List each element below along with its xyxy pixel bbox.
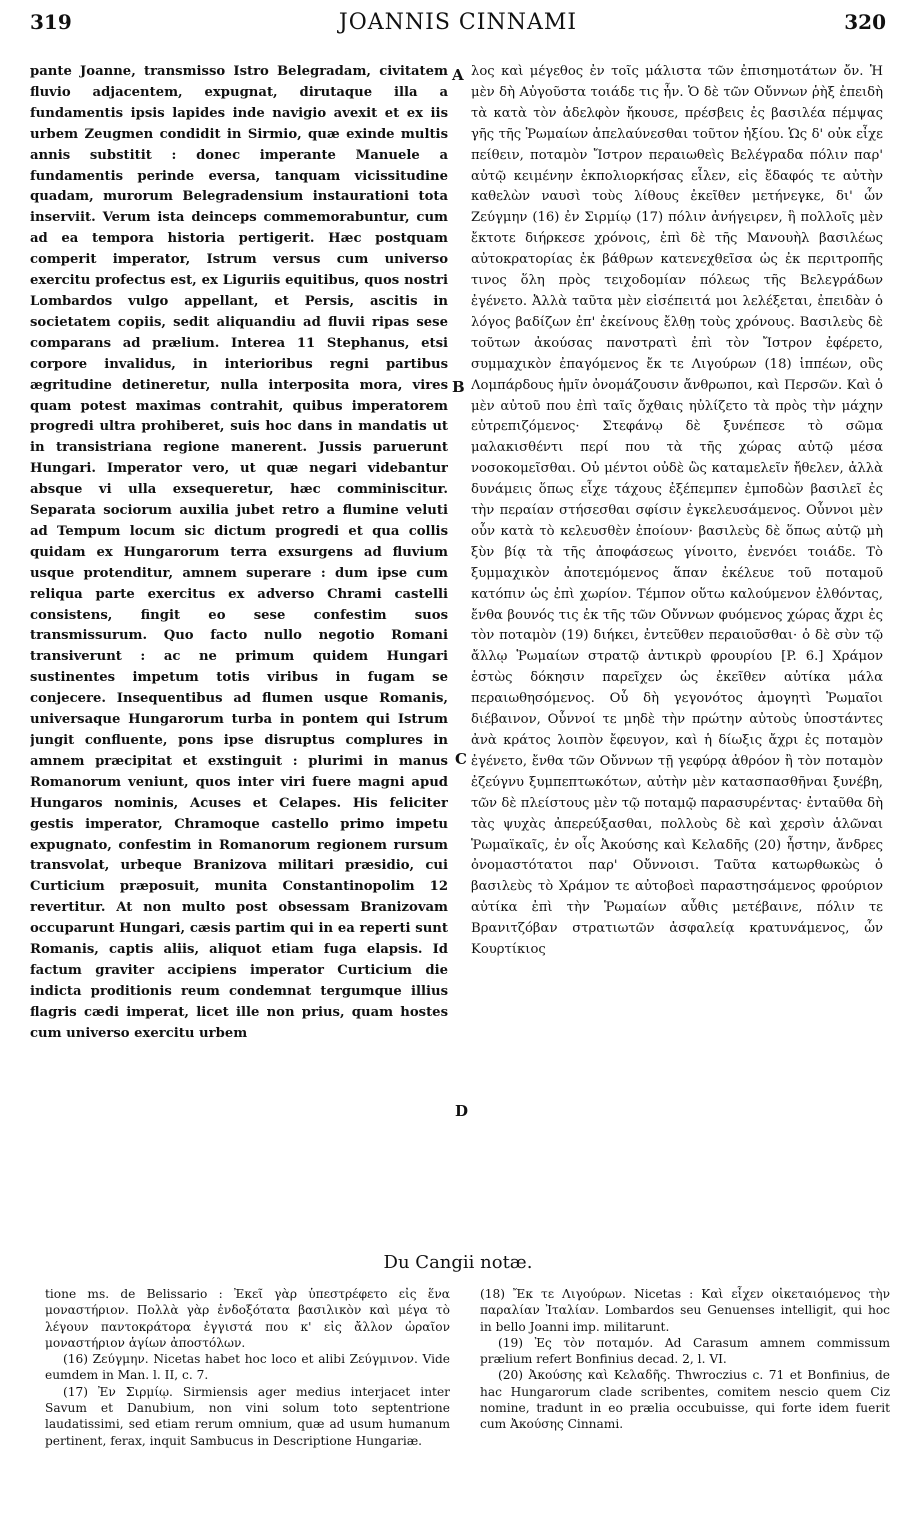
margin-marker-a: A [452, 66, 464, 84]
notes-title: Du Cangii notæ. [383, 1252, 533, 1273]
note-17: (17) Ἐν Σιρμίῳ. Sirmiensis ager medius interjacet inter Savum et Danubium, non vini solum toto septentrione laudatissimi, sed etiam rerum omnium, quæ ad usum humanum pertinent, ferax, inquit Sambucus in Descriptione Hungariæ. [45, 1384, 450, 1448]
note-16: (16) Ζεύγμην. Nicetas habet hoc loco et alibi Ζεύγμινον. Vide eumdem in Man. l. II, c. 7. [45, 1352, 450, 1383]
running-title: JOANNIS CINNAMI [338, 10, 578, 35]
margin-marker-d: D [455, 1102, 469, 1120]
margin-marker-c: C [455, 750, 467, 768]
greek-text: λος καὶ μέγεθος ἐν τοῖς μάλιστα τῶν ἐπισημοτάτων ὄν. Ἡ μὲν δὴ Αὐγοῦστα τοιάδε τις ἦν. Ὁ δὲ τῶν Οὔννων ῥὴξ ἐπειδὴ τὰ κατὰ τὸν ἀδελφὸν ἤκουσε, πρέσβεις ἐς βασιλέα πέμψας γῆς τῆς Ῥωμαίων ἀπελαύνεσθαι τοῦτον ἠξίου. Ὡς δ' οὐκ εἶχε πείθειν, ποταμὸν Ἴστρον περαιωθεὶς Βελέγραδα πόλιν παρ' αὐτῷ κειμένην ἐκπολιορκήσας εἷλεν, εἰς ἔδαφός τε αὐτὴν καθελὼν ναυσὶ τοὺς λίθους ἐκεῖθεν μετήνεγκε, δι' ὧν Ζεύγμην (16) ἐν Σιρμίῳ (17) πόλιν ἀνήγειρεν, ἣ πολλοῖς μὲν ἔκτοτε διήρκεσε χρόνοις, ἐπὶ δὲ τῆς Μανουὴλ βασιλέως αὐτοκρατορίας ἐκ βάθρων κατενεχθεῖσα ὡς ἐκ περιτροπῆς τινος ὅλη πρὸς τειχοδομίαν πόλεως τῆς Βελεγράδων ἐγένετο. Ἀλλὰ ταῦτα μὲν εἰσέπειτά μοι λελέξεται, ἐπειδὰν ὁ λόγος βαδίζων ἐπ' ἐκείνους ἔλθῃ τοὺς χρόνους. Βασιλεὺς δὲ τοῦτων ἀκούσας πανστρατὶ ἐπὶ τὸν Ἴστρον ἐφέρετο, συμμαχικὸν ἐπαγόμενος ἔκ τε Λιγούρων (18) ἱππέων, οὓς Λομπάρδους ἡμῖν ὀνομάζουσιν ἄνθρωποι, καὶ Περσῶν. Καὶ ὁ μὲν αὐτοῦ που ἐπὶ ταῖς ὄχθαις ηὐλίζετο τὰ πρὸς τὴν μάχην εὐτρεπιζόμενος· Στεφάνῳ δὲ ξυνέπεσε τὸ σῶμα μαλακισθέντι περί που τὰ τῆς χώρας αὐτῷ μέσα νοσοκομεῖσθαι. Οὐ μέντοι οὐδὲ ὣς καταμελεῖν ἤθελεν, ἀλλὰ δυνάμεις ὅπως εἶχε τάχους ἐξέπεμπεν ἐμποδὼν βασιλεῖ ἐς τὴν περαίαν στήσεσθαι σφίσιν ἐγκελευσάμενος. Οὖννοι μὲν οὖν κατὰ τὸ κελευσθὲν ἐποίουν· βασιλεὺς δὲ ὅπως αὐτῷ μὴ ξὺν βίᾳ τὰ τῆς ἀποφάσεως γίνοιτο, ἐνενόει τοιάδε. Τὸ ξυμμαχικὸν ἀποτεμόμενος ἅπαν ἐκέλευε τοῦ ποταμοῦ κατόπιν ὡς ἐπὶ χωρίον. Τέμπον οὕτω καλούμενον ἐλθόντας, ἔνθα βουνός τις ἐκ τῆς τῶν Οὔννων φυόμενος χώρας ἄχρι ἐς τὸν ποταμὸν (19) διήκει, ἐντεῦθεν περαιοῦσθαι· ὁ δὲ σὺν τῷ ἄλλῳ Ῥωμαίων στρατῷ ἀντικρὺ φρουρίου [P. 6.] Χράμον ἑστὼς δόκησιν παρεῖχεν ὡς ἐκεῖθεν αὐτίκα μάλα περαιωθησόμενος. Οὗ δὴ γεγονότος ἀμογητὶ Ῥωμαῖοι διέβαινον, Οὖννοί τε μηδὲ τὴν πρώτην αὐτοὺς ὑποστάντες ἀνὰ κράτος λοιπὸν ἔφευγον, καὶ ἡ δίωξις ἄχρι ἐς ποταμὸν ἐγένετο, ἔνθα τῶν Οὔννων τῇ γεφύρᾳ ἀθρόον ἢ τὸν ποταμὸν ἐζεύγνυ ξυμπεπτωκότων, αὐτὴν μὲν κατασπασθῆναι ξυνέβη, τῶν δὲ πλείστους μὲν τῷ ποταμῷ παρασυρέντας· ἐνταῦθα δὴ τὰς ψυχὰς ἀπερεύξασθαι, πολλοὺς δὲ καὶ χερσὶν ἁλῶναι Ῥωμαϊκαῖς, ἐν οἷς Ἀκούσης καὶ Κελαδῆς (20) ἦστην, ἄνδρες ὀνομαστότατοι παρ' Οὔννοισι. Ταῦτα κατωρθωκὼς ὁ βασιλεὺς τὸ Χράμον τε αὐτοβοεὶ παραστησάμενος φρούριον αὐτίκα ἐπὶ τὴν Ῥωμαίων αὖθις μετέβαινε, πόλιν τε Βρανιτζόβαν στρατιωτῶν ἀσφαλείᾳ κρατυνάμενος, ὧν Κουρτίκιος [471, 64, 883, 958]
page-number-left: 319 [30, 10, 72, 34]
note-19: (19) Ἐς τὸν ποταμόν. Ad Carasum amnem commissum prælium refert Bonfinius decad. 2, l. VI. [480, 1335, 890, 1367]
notes-left-column [45, 1286, 450, 1532]
margin-marker-b: B [452, 378, 465, 396]
page-header [30, 10, 886, 48]
latin-column [30, 62, 448, 1252]
note-18: (18) Ἔκ τε Λιγούρων. Nicetas : Καὶ εἶχεν οἰκεταιόμενος τὴν παραλίαν Ἰταλίαν. Lombardos seu Genuenses intelligit, qui hoc in bello Joanni imp. militarunt. [480, 1287, 890, 1334]
latin-text: pante Joanne, transmisso Istro Belegradam, civitatem fluvio adjacentem, expugnat, dirutaque illa a fundamentis ipsis lapides inde navigio avexit et ex iis urbem Zeugmen condidit in Sirmio, quæ exinde multis annis substitit : donec imperante Manuele a fundamentis perinde eversa, tanquam vicissitudine quadam, murorum Belegradensium instaurationi tota inserviit. Verum ista deinceps commemorabuntur, cum ad ea tempora historia pertigerit. Hæc postquam comperit imperator, Istrum versus cum universo exercitu profectus est, ex Liguriis equitibus, quos nostri Lombardos vulgo appellant, et Persis, ascitis in societatem copiis, sedit aliquandiu ad fluvii ripas sese comparans ad prælium. Interea 11 Stephanus, etsi corpore invalidus, in interioribus regni partibus ægritudine detineretur, nulla interposita mora, vires quam potest maximas contrahit, quibus imperatorem progredi ultra prohiberet, suis hoc dans in mandatis ut in transistriana regione manerent. Jussis paruerunt Hungari. Imperator vero, ut quæ negari videbantur absque vi ulla exsequeretur, hæc comminiscitur. Separata sociorum auxilia jubet retro a flumine veluti ad Tempum locum sic dictum progredi et qua collis quidam ex Hungarorum terra exsurgens ad fluvium usque protenditur, amnem superare : dum ipse cum reliqua parte exercitus ex adverso Chrami castelli consistens, fingit eo sese confestim suos transmissurum. Quo facto nullo negotio Romani transiverunt : ac ne primum quidem Hungari sustinentes impetum totis viribus in fugam se conjecere. Insequentibus ad flumen usque Romanis, universaque Hungarorum turba in pontem qui Istrum jungit confluente, pons ipse disruptus complures in amnem præcipitat et exstinguit : plurimi in manus Romanorum veniunt, quos inter viri fuere magni apud Hungaros nominis, Acuses et Celapes. His feliciter gestis imperator, Chramoque castello primo impetu expugnato, confestim in Romanorum regionem rursum transvolat, urbeque Branizova militari præsidio, cui Curticium præposuit, munita Constantinopolim 12 revertitur. At non multo post obsessam Branizovam occuparunt Hungari, cæsis partim qui in ea reperti sunt Romanis, captis aliis, aliquot etiam fuga elapsis. Id factum graviter accipiens imperator Curticium die indicta proditionis reum condemnat tergumque illius flagris cædi imperat, licet ille non prius, quam hostes cum universo exercitu urbem [30, 64, 448, 1041]
greek-column [471, 62, 883, 1252]
notes-right-column [480, 1286, 890, 1532]
note-20: (20) Ἀκούσης καὶ Κελαδῆς. Thwroczius c. 71 et Bonfinius, de hac Hungarorum clade scribentes, comitem nescio quem Ciz nomine, tradunt in eo prælia occubuisse, qui forte idem fuerit cum Ἀκούσης Cinnami. [480, 1368, 890, 1432]
note-continuation: tione ms. de Belissario : Ἐκεῖ γὰρ ὑπεστρέφετο εἰς ἕνα μοναστήριον. Πολλὰ γὰρ ἐνδοξότατα βασιλικὸν καὶ μέγα τὸ λέγουν παντοκράτορα ἐγγιστά που κ' εἰς ἄλλον ὡραῖον μοναστήριον ἁγίων ἀποστόλων. [45, 1287, 450, 1350]
page-number-right: 320 [844, 10, 886, 34]
